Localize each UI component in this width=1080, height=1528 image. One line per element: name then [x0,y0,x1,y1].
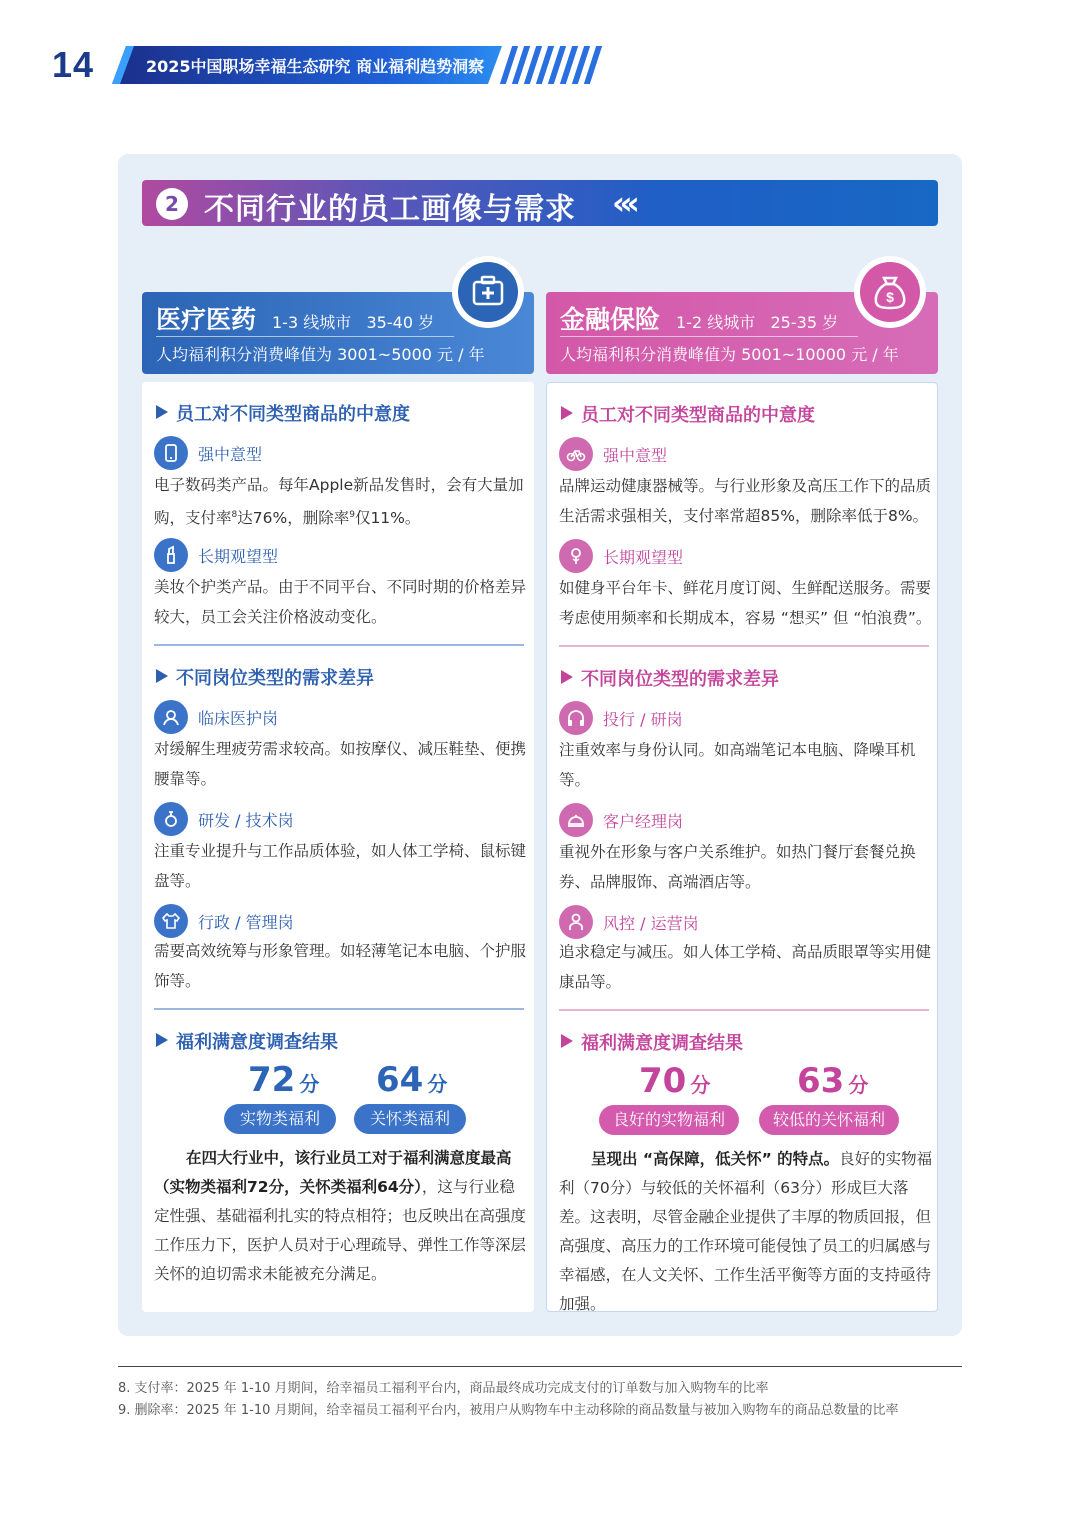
phone-icon [154,436,188,470]
divider [559,645,929,647]
score-label-pill: 关怀类福利 [354,1104,466,1134]
section-chevrons-icon: «‹ [612,184,634,222]
divider [154,1008,524,1010]
head-divider [156,336,454,337]
money-bag-icon [860,262,920,322]
footnote-divider [118,1366,962,1367]
dish-icon [559,803,593,837]
score-value: 72 分 [248,1060,320,1100]
survey-heading: 福利满意度调查结果 [561,1029,743,1055]
medical-badge [452,256,524,328]
industry-city: 1-2 线城市 [676,313,756,332]
item-label: 强中意型 [198,445,263,464]
item-label: 风控 / 运营岗 [603,914,699,933]
item-text: 如健身平台年卡、鲜花月度订阅、生鲜配送服务。需要考虑使用频率和长期成本，容易 “想买” 但 “怕浪费”。 [559,579,932,627]
summary-text: 在四大行业中，该行业员工对于福利满意度最高（实物类福利72分，关怀类福利64分），这与行业稳定性强、基础福利扎实的特点相符；也反映出在高强度工作压力下，医护人员对于心理疏导、弹性工作等深层关怀的迫切需求未能被充分满足。 [154,1149,527,1283]
item-label: 客户经理岗 [603,812,684,831]
person-icon [559,905,593,939]
score-value: 64 分 [376,1060,448,1100]
pref-heading: 员工对不同类型商品的中意度 [156,400,410,426]
score-label-pill: 较低的关怀福利 [759,1105,899,1135]
score-value: 70 分 [639,1061,711,1101]
industry-name: 医疗医药 [156,305,257,334]
score-value: 63 分 [797,1061,869,1101]
industry-peak: 人均福利积分消费峰值为 3001~5000 元 / 年 [156,345,485,364]
item-text: 注重效率与身份认同。如高端笔记本电脑、降噪耳机等。 [559,741,916,789]
footnote: 9. 删除率：2025 年 1-10 月期间，给幸福员工福利平台内，被用户从购物车中主动移除的商品数量与被加入购物车的商品总数量的比率 [118,1403,899,1418]
item-label: 强中意型 [603,446,668,465]
svg-text:$: $ [886,289,894,305]
headphones-icon [559,701,593,735]
item-text: 美妆个护类产品。由于不同平台、不同时期的价格差异较大，员工会关注价格波动变化。 [154,578,527,626]
score-label-pill: 实物类福利 [224,1104,336,1134]
item-text: 需要高效统筹与形象管理。如轻薄笔记本电脑、个护服饰等。 [154,942,527,990]
item-label: 长期观望型 [198,547,279,566]
industry-age: 25-35 岁 [770,313,839,332]
industry-meta [676,310,838,333]
industry-name: 金融保险 [560,305,661,334]
item-label: 投行 / 研岗 [603,710,683,729]
role-heading: 不同岗位类型的需求差异 [156,664,374,690]
survey-heading: 福利满意度调查结果 [156,1028,338,1054]
lipstick-icon [154,538,188,572]
item-text: 品牌运动健康器械等。与行业形象及高压工作下的品质生活需求强相关，支付率常超85%，删除率低于8%。 [559,477,932,525]
divider [154,644,524,646]
item-text: 对缓解生理疲劳需求较高。如按摩仪、减压鞋垫、便携腰靠等。 [154,740,527,788]
item-label: 临床医护岗 [198,709,279,728]
column-body-finance [546,382,938,1312]
section-title: 不同行业的员工画像与需求 [204,192,576,227]
flower-icon [559,539,593,573]
head-divider [560,336,858,337]
flask-icon [154,802,188,836]
industry-age: 35-40 岁 [366,313,435,332]
header-stripes [500,46,600,84]
item-text: 重视外在形象与客户关系维护。如热门餐厅套餐兑换券、品牌服饰、高端酒店等。 [559,843,916,891]
industry-peak: 人均福利积分消费峰值为 5001~10000 元 / 年 [560,345,899,364]
role-heading: 不同岗位类型的需求差异 [561,665,779,691]
page-number: 14 [52,44,95,85]
footnote: 8. 支付率：2025 年 1-10 月期间，给幸福员工福利平台内，商品最终成功完成支付的订单数与加入购物车的比率 [118,1381,769,1396]
pref-heading: 员工对不同类型商品的中意度 [561,401,815,427]
summary-text: 呈现出 “高保障，低关怀” 的特点。良好的实物福利（70分）与较低的关怀福利（63分）形成巨大落差。这表明，尽管金融企业提供了丰厚的物质回报，但高强度、高压力的工作环境可能侵蚀了员工的归属感与幸福感，在人文关怀、工作生活平衡等方面的支持亟待加强。 [559,1150,933,1313]
item-label: 行政 / 管理岗 [198,913,294,932]
medical-kit-icon [458,262,518,322]
bicycle-icon [559,437,593,471]
item-label: 长期观望型 [603,548,684,567]
shirt-icon [154,904,188,938]
nurse-icon [154,700,188,734]
score-label-pill: 良好的实物福利 [599,1105,739,1135]
header-title: 2025中国职场幸福生态研究 商业福利趋势洞察 [146,57,485,76]
divider [559,1009,929,1011]
industry-city: 1-3 线城市 [272,313,352,332]
column-body-medical [142,382,534,1312]
finance-badge [854,256,926,328]
item-text: 追求稳定与减压。如人体工学椅、高品质眼罩等实用健康品等。 [559,943,932,991]
item-text: 电子数码类产品。每年Apple新品发售时，会有大量加购，支付率$^8$达76%，删除率$^9$仅11%。 [154,476,524,528]
section-number: 2 [156,188,188,220]
industry-meta [272,310,434,333]
item-text: 注重专业提升与工作品质体验，如人体工学椅、鼠标键盘等。 [154,842,527,890]
item-label: 研发 / 技术岗 [198,811,294,830]
